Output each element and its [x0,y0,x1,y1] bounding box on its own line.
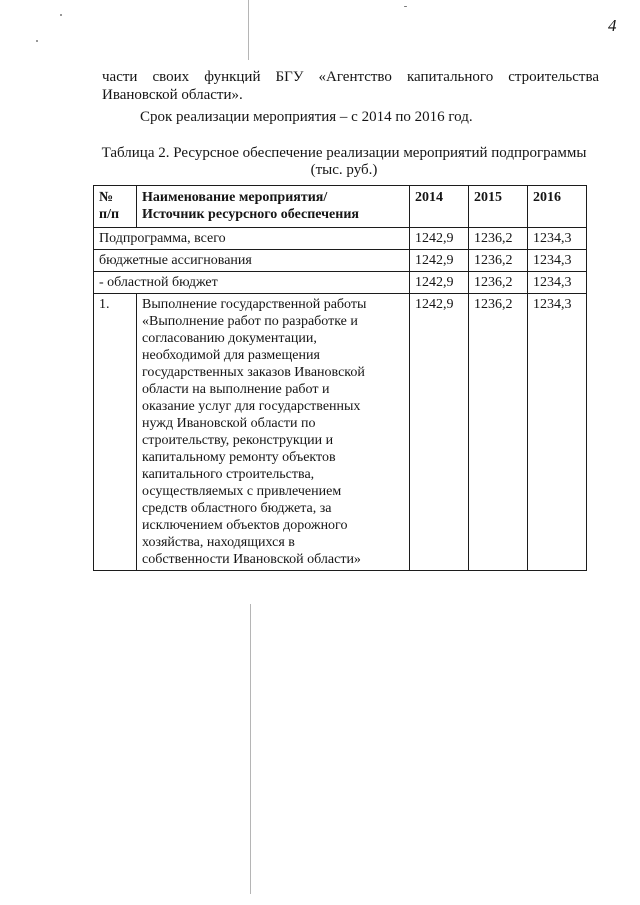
table-row [94,228,587,250]
value-2015: 1236,2 [469,272,528,294]
intro-paragraph-line: Ивановской области». [102,87,243,103]
scan-speck [60,14,62,16]
table-row [94,272,587,294]
value-2014: 1242,9 [410,228,469,250]
value-2014: 1242,9 [410,250,469,272]
value-2016: 1234,3 [528,228,587,250]
table-row [94,250,587,272]
intro-paragraph [102,68,599,104]
item-description: Выполнение государственной работы «Выполнение работ по разработке и согласованию документации, необходимой для размещения государственных заказов Ивановской области на выполнение работ и оказание услуг для государственных нужд Ивановской области по строительству, реконструкции и капитальному ремонту объектов капитального строительства, осуществляемых с привлечением средств областного бюджета, за исключением объектов дорожного хозяйства, находящихся в собственности Ивановской области» [137,294,410,571]
table-header-row [94,186,587,228]
resource-table [93,185,587,571]
page-number: 4 [608,16,617,35]
intro-paragraph-line: части своих функций БГУ «Агентство капитального строительства [102,69,599,85]
value-2014: 1242,9 [410,272,469,294]
value-2016: 1234,3 [528,294,587,571]
header-number: № п/п [94,186,137,228]
scan-speck [36,40,38,42]
header-year-2014: 2014 [410,186,469,228]
row-label: - областной бюджет [94,272,410,294]
scan-artifact-line [250,604,251,894]
table-caption-unit: (тыс. руб.) [310,162,378,178]
row-label: бюджетные ассигнования [94,250,410,272]
value-2015: 1236,2 [469,250,528,272]
header-year-2015: 2015 [469,186,528,228]
header-year-2016: 2016 [528,186,587,228]
value-2016: 1234,3 [528,272,587,294]
table-caption [94,145,594,179]
value-2014: 1242,9 [410,294,469,571]
implementation-period: Срок реализации мероприятия – с 2014 по 2016 год. [140,109,473,125]
header-name: Наименование мероприятия/ Источник ресурсного обеспечения [137,186,410,228]
value-2015: 1236,2 [469,228,528,250]
item-number: 1. [94,294,137,571]
scan-speck [404,6,407,7]
table-row [94,294,587,571]
scan-artifact-line [248,0,249,60]
table-caption-title: Таблица 2. Ресурсное обеспечение реализации мероприятий подпрограммы [101,145,587,161]
value-2015: 1236,2 [469,294,528,571]
row-label: Подпрограмма, всего [94,228,410,250]
value-2016: 1234,3 [528,250,587,272]
